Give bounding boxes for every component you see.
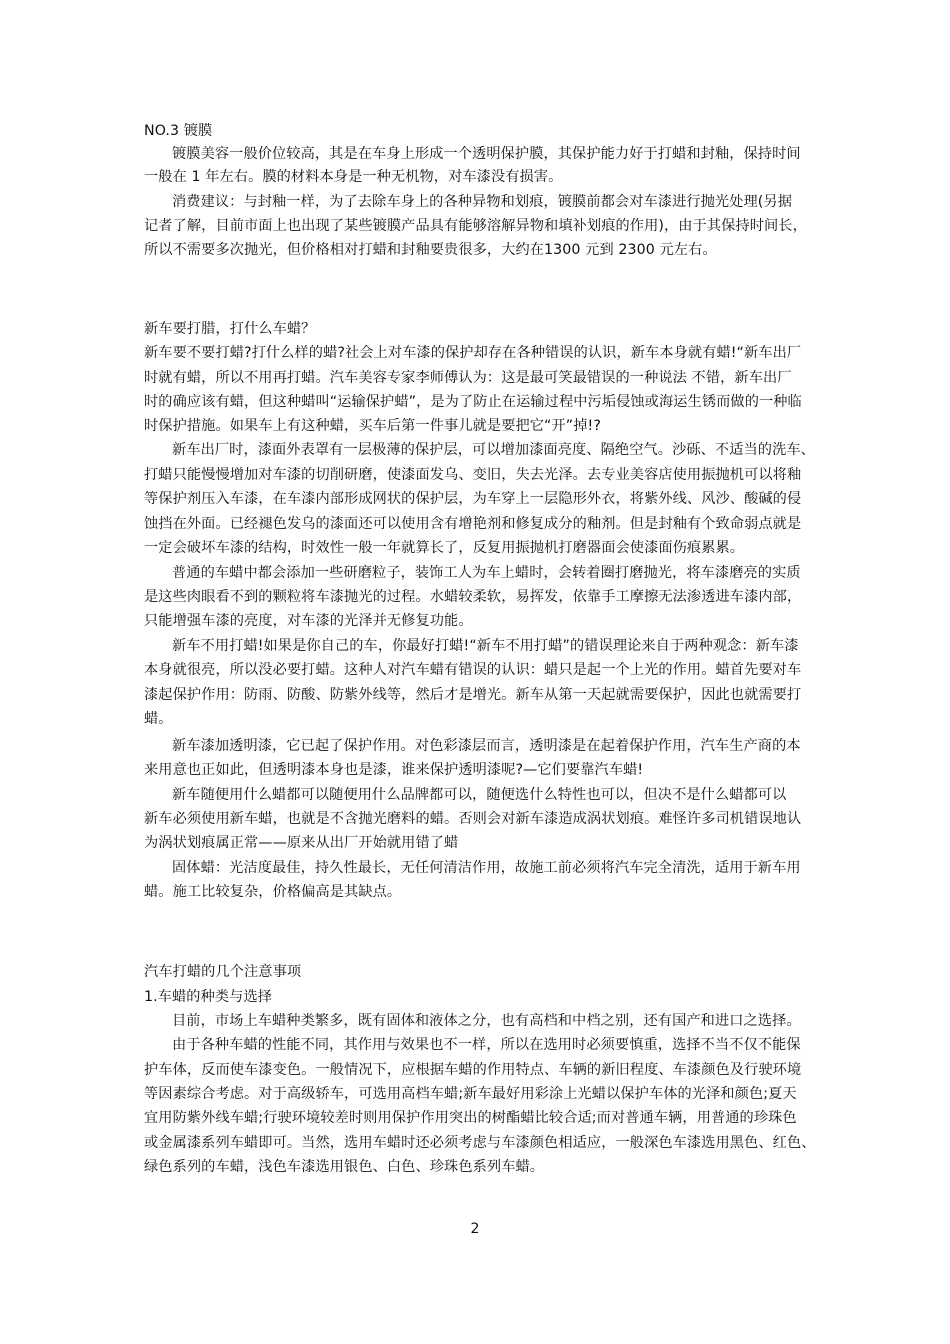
- paragraph-line: 是这些肉眼看不到的颗粒将车漆抛光的过程。水蜡较柔软，易挥发，依靠手工摩擦无法渗透进车漆内部，: [144, 589, 802, 605]
- paragraph-line: 只能增强车漆的亮度，对车漆的光泽并无修复功能。: [144, 613, 473, 629]
- paragraph-line: 等保护剂压入车漆，在车漆内部形成网状的保护层，为车穿上一层隐形外衣，将紫外线、风沙、酸碱的侵: [144, 491, 802, 507]
- paragraph-line: 消费建议：与封釉一样，为了去除车身上的各种异物和划痕，镀膜前都会对车漆进行抛光处理(另据: [172, 194, 793, 210]
- paragraph-line: 为涡状划痕属正常——原来从出厂开始就用错了蜡: [144, 835, 459, 851]
- paragraph-line: 时就有蜡，所以不用再打蜡。汽车美容专家李师傅认为：这是最可笑最错误的一种说法 不错，新车出厂: [144, 370, 792, 386]
- paragraph-line: 所以不需要多次抛光，但价格相对打蜡和封釉要贵很多，大约在1300 元到 2300 元左右。: [144, 242, 717, 258]
- paragraph-line: 新车不用打蜡!如果是你自己的车，你最好打蜡!“新车不用打蜡”的错误理论来自于两种观念：新车漆: [172, 638, 799, 654]
- paragraph-line: 新车随便用什么蜡都可以随便用什么品牌都可以，随便选什么特性也可以，但决不是什么蜡都可以: [172, 787, 787, 803]
- paragraph-line: 目前，市场上车蜡种类繁多，既有固体和液体之分，也有高档和中档之别，还有国产和进口之选择。: [172, 1013, 801, 1029]
- paragraph-line: 或金属漆系列车蜡即可。当然，选用车蜡时还必须考虑与车漆颜色相适应，一般深色车漆选用黑色、红色、: [144, 1135, 816, 1151]
- section-heading-waxing-notes: 汽车打蜡的几个注意事项: [144, 964, 302, 980]
- page-number: 2: [470, 1221, 480, 1237]
- paragraph-line: 新车出厂时，漆面外表罩有一层极薄的保护层，可以增加漆面亮度、隔绝空气。沙砾、不适当的洗车、: [172, 442, 815, 458]
- paragraph-line: 新车必须使用新车蜡，也就是不含抛光磨料的蜡。否则会对新车漆造成涡状划痕。难怪许多司机错误地认: [144, 811, 802, 827]
- paragraph-line: 固体蜡：光洁度最佳，持久性最长，无任何清洁作用，故施工前必须将汽车完全清洗，适用于新车用: [172, 860, 801, 876]
- paragraph-line: 本身就很亮，所以没必要打蜡。这种人对汽车蜡有错误的认识：蜡只是起一个上光的作用。蜡首先要对车: [144, 662, 802, 678]
- paragraph-line: 宜用防紫外线车蜡;行驶环境较差时则用保护作用突出的树酯蜡比较合适;而对普通车辆，用普通的珍珠色: [144, 1110, 797, 1126]
- paragraph-line: 普通的车蜡中都会添加一些研磨粒子，装饰工人为车上蜡时，会转着圈打磨抛光，将车漆磨亮的实质: [172, 565, 801, 581]
- paragraph-line: 由于各种车蜡的性能不同，其作用与效果也不一样，所以在选用时必须要慎重，选择不当不仅不能保: [172, 1037, 801, 1053]
- paragraph-line: 蜡。: [144, 711, 173, 727]
- paragraph-line: 绿色系列的车蜡，浅色车漆选用银色、白色、珍珠色系列车蜡。: [144, 1159, 545, 1175]
- paragraph-line: 一般在 1 年左右。膜的材料本身是一种无机物，对车漆没有损害。: [144, 169, 563, 185]
- paragraph-line: 时的确应该有蜡，但这种蜡叫“运输保护蜡”，是为了防止在运输过程中污垢侵蚀或海运生锈而做的一种临: [144, 394, 802, 410]
- subsection-heading: 1.车蜡的种类与选择: [144, 989, 273, 1005]
- paragraph-line: 镀膜美容一般价位较高，其是在车身上形成一个透明保护膜，其保护能力好于打蜡和封釉，保持时间: [172, 146, 801, 162]
- paragraph-line: 新车漆加透明漆，它已起了保护作用。对色彩漆层而言，透明漆是在起着保护作用，汽车生产商的本: [172, 738, 801, 754]
- paragraph-line: 护车体，反而使车漆变色。一般情况下，应根据车蜡的作用特点、车辆的新旧程度、车漆颜色及行驶环境: [144, 1062, 802, 1078]
- paragraph-line: 来用意也正如此，但透明漆本身也是漆，谁来保护透明漆呢?—它们要靠汽车蜡!: [144, 762, 644, 778]
- paragraph-line: 打蜡只能慢慢增加对车漆的切削研磨，使漆面发乌、变旧，失去光泽。去专业美容店使用振抛机可以将釉: [144, 467, 802, 483]
- paragraph-line: 蚀挡在外面。已经褪色发乌的漆面还可以使用含有增艳剂和修复成分的釉剂。但是封釉有个致命弱点就是: [144, 516, 802, 532]
- section-heading-coating: NO.3 镀膜: [144, 123, 213, 139]
- paragraph-line: 漆起保护作用：防雨、防酸、防紫外线等，然后才是增光。新车从第一天起就需要保护，因此也就需要打: [144, 687, 802, 703]
- section-heading-new-car-wax: 新车要打腊，打什么车蜡？: [144, 321, 316, 337]
- paragraph-line: 新车要不要打蜡?打什么样的蜡?社会上对车漆的保护却存在各种错误的认识，新车本身就有蜡!“新车出厂: [144, 345, 802, 361]
- paragraph-line: 时保护措施。如果车上有这种蜡，买车后第一件事儿就是要把它“开”掉!?: [144, 418, 601, 434]
- paragraph-line: 一定会破坏车漆的结构，时效性一般一年就算长了，反复用振抛机打磨器面会使漆面伤痕累累。: [144, 540, 745, 556]
- paragraph-line: 等因素综合考虑。对于高级轿车，可选用高档车蜡;新车最好用彩涂上光蜡以保护车体的光泽和颜色;夏天: [144, 1086, 797, 1102]
- paragraph-line: 记者了解，目前市面上也出现了某些镀膜产品具有能够溶解异物和填补划痕的作用)，由于其保持时间长，: [144, 218, 807, 234]
- paragraph-line: 蜡。施工比较复杂，价格偏高是其缺点。: [144, 884, 402, 900]
